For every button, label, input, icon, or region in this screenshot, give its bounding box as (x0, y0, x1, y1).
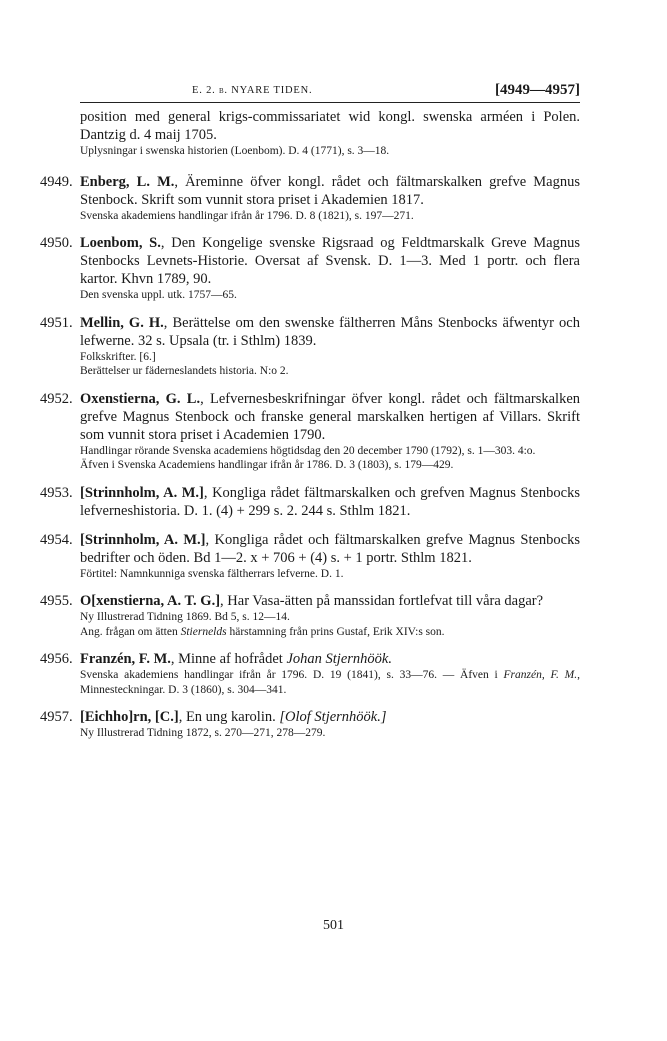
note-italic: Franzén, F. M. (503, 669, 578, 681)
entry-author: [Eichho]rn, [C.] (80, 709, 179, 725)
entry-4956 (40, 650, 580, 697)
entry-number: 4953. (40, 484, 73, 501)
entry-title: , Kongliga rådet fältmarskalken och grefven Magnus Stenbocks lefverneshistoria. D. 1. (4) + 299 s. 2. 244 s. Sthlm 1821. (80, 484, 580, 519)
entry-title: , Kongliga rådet och fältmarskalken grefve Magnus Stenbocks bedrifter och öden. Bd 1—2. x + 706 + (4) s. + 1 portr. Sthlm 1821. (80, 531, 581, 566)
note-text: härstamning från prins Gustaf, Erik XIV:s son. (226, 625, 445, 638)
entry-4950 (40, 234, 580, 303)
entry-author: [Strinnholm, A. M.] (80, 484, 204, 501)
entry-note: Ny Illustrerad Tidning 1872, s. 270—271, 278—279. (80, 727, 326, 739)
entry-note: Ny Illustrerad Tidning 1869. Bd 5, s. 12—14. (80, 611, 290, 623)
note-italic: Stiernelds (180, 625, 227, 638)
entry-number: 4956. (40, 651, 73, 667)
entry-author: O[xenstierna, A. T. G.] (80, 593, 221, 609)
entry-4957 (40, 708, 580, 741)
note-text: , Minnesteckningar. D. 3 (1860), s. 304—341. (80, 669, 580, 696)
entry-note: Berättelser ur fäderneslandets historia. N:o 2. (80, 365, 289, 377)
entry-title: , Äreminne öfver kongl. rådet och fältmarskalken grefve Magnus Stenbock. Skrift som vunnit stora priset i Akademien 1817. (80, 173, 580, 208)
entry-4951 (40, 314, 580, 379)
entry-4949 (40, 173, 580, 224)
continued-note: Uplysningar i swenska historien (Loenbom). D. 4 (1771), s. 3—18. (80, 145, 390, 157)
entry-title-italic: Johan Stjernhöök. (286, 651, 392, 667)
entry-note (80, 668, 580, 697)
entry-number: 4954. (40, 531, 73, 548)
entry-author: Franzén, F. M. (80, 651, 171, 667)
entry-title: , Lefvernesbeskrifningar öfver kongl. rådet och fältmarskalken grefve Magnus Stenbock och franske general marskalken hertigen af Villars. Skrift som vunnit stora priset i Academien 1790. (80, 390, 581, 443)
continued-entry (40, 108, 580, 159)
entry-note: Svenska akademiens handlingar ifrån år 1796. D. 8 (1821), s. 197—271. (80, 209, 414, 222)
entry-number: 4955. (40, 593, 73, 609)
entry-note: Förtitel: Namnkunniga svenska fältherrars lefverne. D. 1. (80, 567, 344, 580)
running-title: E. 2. b. NYARE TIDEN. (192, 85, 313, 96)
entry-author: Loenbom, S. (80, 235, 161, 251)
entry-number: 4950. (40, 235, 73, 251)
entry-title: , En ung karolin. (178, 709, 280, 725)
entry-note: Handlingar rörande Svenska academiens högtidsdag den 20 december 1790 (1792), s. 1—303. 4:o. (80, 444, 536, 457)
bibliography-content (40, 108, 580, 752)
entry-author: [Strinnholm, A. M.] (80, 531, 206, 548)
entry-number: 4951. (40, 314, 73, 331)
entry-number: 4957. (40, 709, 73, 725)
continued-text: position med general krigs-commissariatet wid kongl. swenska arméen i Polen. Dantzig d. 4 maij 1705. (80, 109, 580, 143)
entry-note (80, 625, 580, 640)
entry-number: 4952. (40, 390, 73, 407)
entry-4954 (40, 531, 580, 582)
entry-4952 (40, 390, 580, 473)
entry-note: Äfven i Svenska Academiens handlingar ifrån år 1786. D. 3 (1803), s. 179—429. (80, 459, 454, 471)
entry-title: , Den Kongelige svenske Rigsraad og Feldtmarskalk Greve Magnus Stenbocks Levnets-Historie. Oversat af Svensk. D. 1—3. Med 1 portr. och flera kartor. Khvn 1789, 90. (80, 235, 580, 287)
entry-title: , Har Vasa-ätten på manssidan fortlefvat till våra dagar? (220, 593, 544, 609)
entry-title-italic: [Olof Stjernhöök.] (279, 709, 387, 725)
entry-title: , Berättelse om den swenske fältherren Måns Stenbocks äfwentyr och lefwerne. 32 s. Upsala (tr. i Sthlm) 1839. (80, 314, 580, 349)
note-text: Svenska akademiens handlingar ifrån år 1796. D. 19 (1841), s. 33—76. — Äfven i (80, 669, 504, 681)
entry-author: Enberg, L. M. (80, 173, 175, 190)
running-header (80, 82, 580, 102)
entry-range: [4949—4957] (495, 82, 580, 98)
entry-4953 (40, 484, 580, 520)
entry-number: 4949. (40, 173, 73, 190)
note-text: Ang. frågan om ätten (80, 625, 181, 638)
header-rule (80, 102, 580, 103)
entry-author: Oxenstierna, G. L. (80, 390, 201, 407)
entry-title: , Minne af hofrådet (170, 651, 287, 667)
entry-note: Folkskrifter. [6.] (80, 350, 156, 363)
entry-author: Mellin, G. H. (80, 314, 164, 331)
entry-note: Den svenska uppl. utk. 1757—65. (80, 289, 237, 301)
entry-4955 (40, 592, 580, 639)
page-number: 501 (323, 918, 344, 933)
